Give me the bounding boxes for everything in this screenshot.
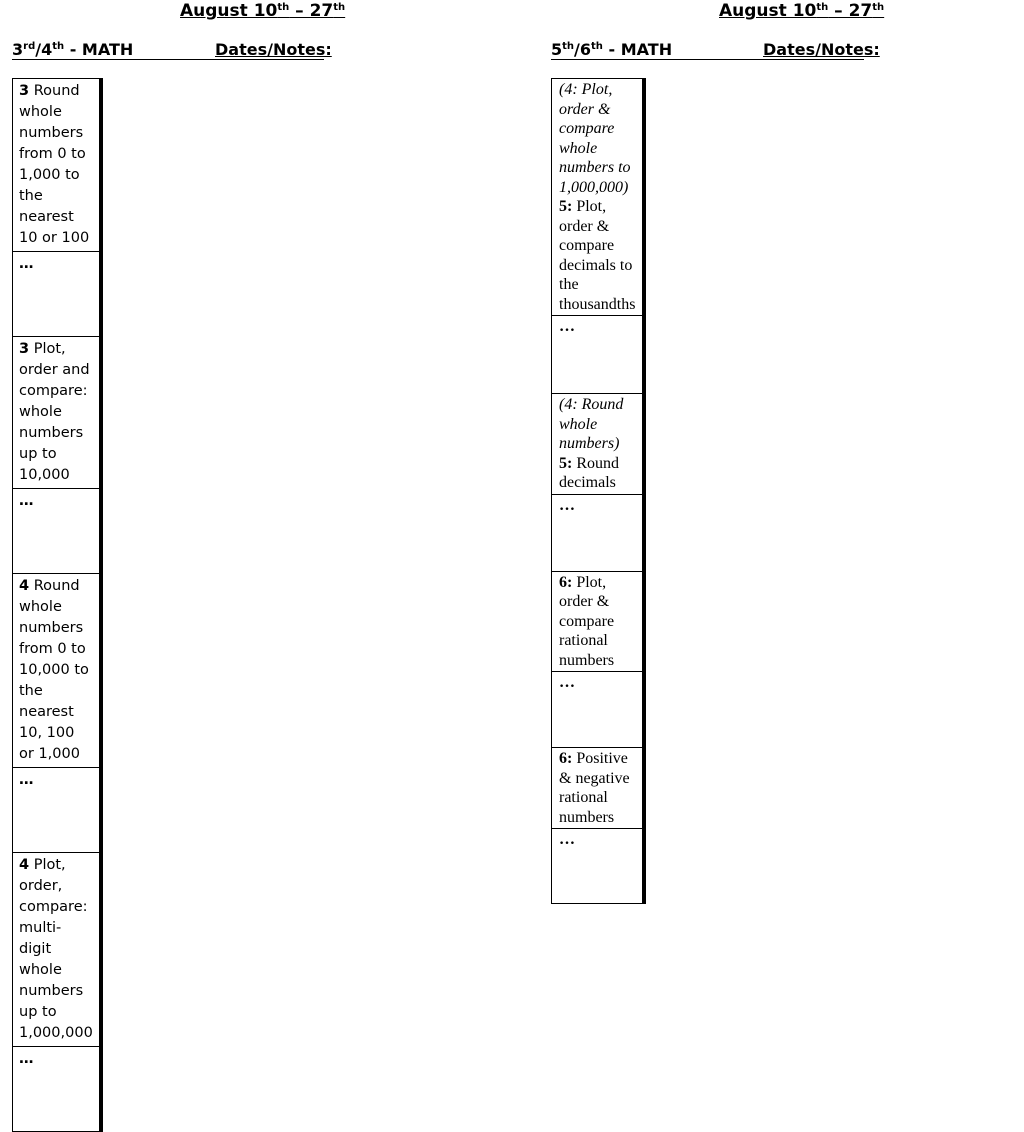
notes-cell[interactable]: [101, 768, 102, 853]
table-row: [13, 337, 103, 489]
table-row: [552, 316, 646, 394]
table-row: [13, 768, 103, 853]
standards-table: [551, 78, 646, 904]
standard-cell: 3 Plot, order and compare: whole numbers up to 10,000: [13, 337, 100, 489]
notes-cell[interactable]: [645, 394, 646, 495]
table-row: [13, 252, 103, 337]
table-row: [13, 79, 103, 252]
standard-cell: (4: Round whole numbers) 5: Round decimals: [552, 394, 643, 495]
continuation-cell: …: [13, 489, 100, 574]
standard-cell: 4 Round whole numbers from 0 to 10,000 to the nearest 10, 100 or 1,000: [13, 574, 100, 768]
header-row: [12, 40, 332, 60]
table-row: [13, 489, 103, 574]
continuation-cell: …: [552, 316, 643, 394]
grade-title: 5th/6th - MATH: [551, 40, 673, 59]
standards-table: [12, 78, 103, 1132]
grade-title: 3rd/4th - MATH: [12, 40, 134, 59]
standard-cell: 3 Round whole numbers from 0 to 1,000 to the nearest 10 or 100: [13, 79, 100, 252]
standard-cell: 4 Plot, order, compare: multi-digit whole numbers up to 1,000,000: [13, 853, 100, 1047]
continuation-cell: …: [552, 672, 643, 748]
table-row: [552, 672, 646, 748]
notes-cell[interactable]: [101, 489, 102, 574]
table-row: [552, 829, 646, 904]
continuation-cell: …: [13, 768, 100, 853]
notes-cell[interactable]: [645, 79, 646, 316]
continuation-cell: …: [13, 252, 100, 337]
continuation-cell: …: [552, 494, 643, 571]
notes-title: Dates/Notes:: [763, 40, 880, 59]
table-row: [13, 853, 103, 1047]
notes-cell[interactable]: [645, 829, 646, 904]
notes-cell[interactable]: [101, 574, 102, 768]
table-row: [13, 574, 103, 768]
table-row: [552, 571, 646, 672]
table-row: [552, 79, 646, 316]
standard-cell: (4: Plot, order & compare whole numbers to 1,000,000) 5: Plot, order & compare decimals to the thousandths: [552, 79, 643, 316]
table-row: [552, 494, 646, 571]
continuation-cell: …: [13, 1047, 100, 1132]
notes-cell[interactable]: [101, 853, 102, 1047]
continuation-cell: …: [552, 829, 643, 904]
notes-cell[interactable]: [645, 748, 646, 829]
notes-cell[interactable]: [645, 672, 646, 748]
notes-cell[interactable]: [645, 494, 646, 571]
notes-title: Dates/Notes:: [215, 40, 332, 59]
standard-cell: 6: Plot, order & compare rational numbers: [552, 571, 643, 672]
date-range-heading: August 10th – 27th: [719, 1, 885, 21]
table-row: [552, 748, 646, 829]
notes-cell[interactable]: [645, 571, 646, 672]
notes-cell[interactable]: [101, 1047, 102, 1132]
notes-cell[interactable]: [101, 337, 102, 489]
notes-cell[interactable]: [645, 316, 646, 394]
standard-cell: 6: Positive & negative rational numbers: [552, 748, 643, 829]
table-row: [13, 1047, 103, 1132]
header-row: [551, 40, 880, 60]
date-range-heading: August 10th – 27th: [180, 1, 346, 21]
table-row: [552, 394, 646, 495]
notes-cell[interactable]: [101, 79, 102, 252]
notes-cell[interactable]: [101, 252, 102, 337]
